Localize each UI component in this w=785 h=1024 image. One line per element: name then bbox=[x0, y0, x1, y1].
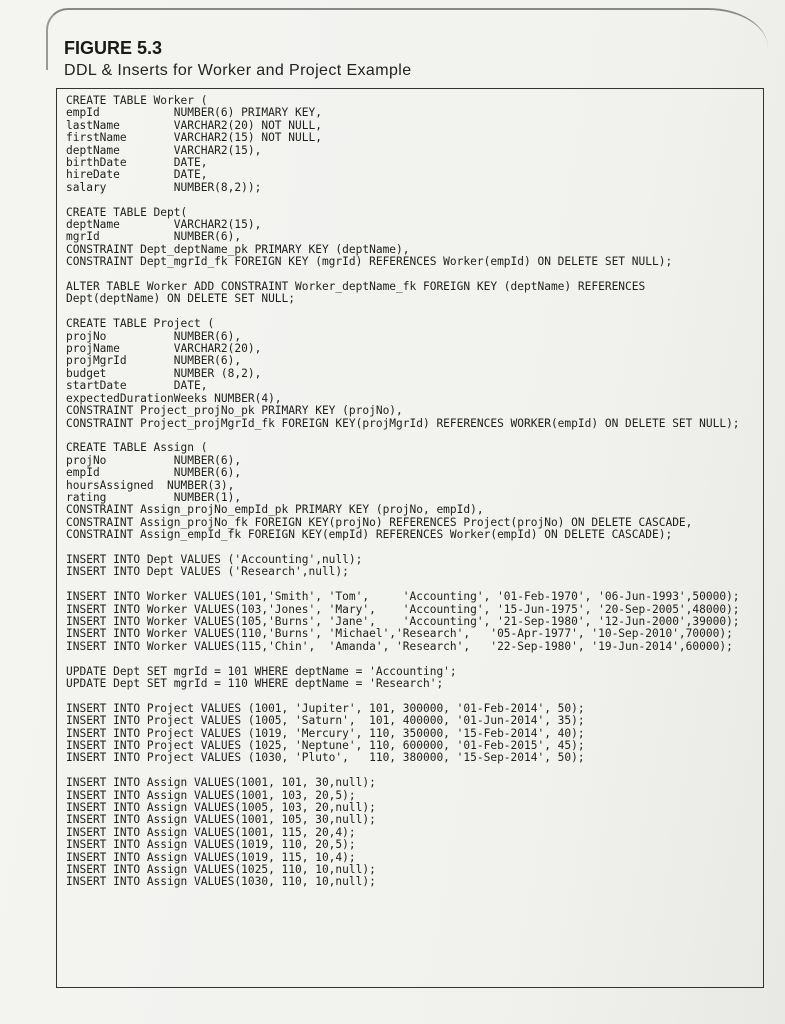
code-line: Dept(deptName) ON DELETE SET NULL; bbox=[66, 292, 296, 306]
code-line: INSERT INTO Worker VALUES(105,'Burns', 'Jane', 'Accounting', '21-Sep-1980', '12-Jun-2000',39000); bbox=[66, 614, 740, 628]
code-line: projNo NUMBER(6), bbox=[66, 453, 242, 467]
code-line: mgrId NUMBER(6), bbox=[66, 230, 242, 244]
code-line: INSERT INTO Assign VALUES(1025, 110, 10,null); bbox=[66, 863, 376, 877]
code-line bbox=[66, 690, 762, 702]
code-line: INSERT INTO Worker VALUES(115,'Chin', 'Amanda', 'Research', '22-Sep-1980', '19-Jun-2014',60000); bbox=[66, 639, 733, 653]
code-line: deptName VARCHAR2(15), bbox=[66, 143, 262, 157]
code-line: INSERT INTO Project VALUES (1005, 'Saturn', 101, 400000, '01-Jun-2014', 35); bbox=[66, 714, 585, 728]
code-line: INSERT INTO Worker VALUES(103,'Jones', 'Mary', 'Accounting', '15-Jun-1975', '20-Sep-2005',48000); bbox=[66, 602, 740, 616]
code-line: CONSTRAINT Dept_deptName_pk PRIMARY KEY (deptName), bbox=[66, 242, 410, 256]
code-line: INSERT INTO Dept VALUES ('Accounting',null); bbox=[66, 552, 363, 566]
code-line bbox=[66, 194, 762, 206]
sql-code-listing bbox=[66, 95, 762, 889]
code-line: CONSTRAINT Assign_empId_fk FOREIGN KEY(empId) REFERENCES Worker(empId) ON DELETE CASCADE); bbox=[66, 528, 673, 542]
code-line: INSERT INTO Worker VALUES(101,'Smith', 'Tom', 'Accounting', '01-Feb-1970', '06-Jun-1993',50000); bbox=[66, 590, 740, 604]
code-line: INSERT INTO Assign VALUES(1030, 110, 10,null); bbox=[66, 875, 376, 889]
code-line: ALTER TABLE Worker ADD CONSTRAINT Worker_deptName_fk FOREIGN KEY (deptName) REFERENCES bbox=[66, 280, 646, 294]
code-line: INSERT INTO Project VALUES (1025, 'Neptune', 110, 600000, '01-Feb-2015', 45); bbox=[66, 739, 585, 752]
code-line: projMgrId NUMBER(6), bbox=[66, 354, 242, 368]
code-line: budget NUMBER (8,2), bbox=[66, 366, 262, 380]
code-line: expectedDurationWeeks NUMBER(4), bbox=[66, 391, 282, 405]
code-line: INSERT INTO Assign VALUES(1005, 103, 20,null); bbox=[66, 801, 376, 815]
code-line: CONSTRAINT Project_projMgrId_fk FOREIGN KEY(projMgrId) REFERENCES WORKER(empId) ON DELETE SET NULL); bbox=[66, 416, 740, 430]
code-line: empId NUMBER(6) PRIMARY KEY, bbox=[66, 106, 322, 120]
code-line: CONSTRAINT Dept_mgrId_fk FOREIGN KEY (mgrId) REFERENCES Worker(empId) ON DELETE SET NULL); bbox=[66, 255, 673, 269]
code-line: hireDate DATE, bbox=[66, 168, 208, 182]
code-line: salary NUMBER(8,2)); bbox=[66, 180, 262, 194]
code-line: CREATE TABLE Assign ( bbox=[66, 441, 208, 455]
code-line bbox=[66, 653, 762, 665]
code-line: CREATE TABLE Worker ( bbox=[66, 94, 208, 107]
code-line: INSERT INTO Project VALUES (1019, 'Mercury', 110, 350000, '15-Feb-2014', 40); bbox=[66, 726, 585, 740]
figure-label: FIGURE 5.3 bbox=[64, 38, 163, 58]
code-line: hoursAssigned NUMBER(3), bbox=[66, 478, 235, 492]
code-line: empId NUMBER(6), bbox=[66, 466, 242, 480]
code-line: rating NUMBER(1), bbox=[66, 490, 242, 504]
code-line: INSERT INTO Assign VALUES(1001, 101, 30,null); bbox=[66, 776, 376, 790]
code-line: CONSTRAINT Assign_projNo_fk FOREIGN KEY(projNo) REFERENCES Project(projNo) ON DELETE CASCADE, bbox=[66, 515, 693, 529]
code-line: CREATE TABLE Project ( bbox=[66, 317, 215, 331]
code-line: projNo NUMBER(6), bbox=[66, 329, 242, 343]
code-line: CREATE TABLE Dept( bbox=[66, 205, 188, 219]
code-line: lastName VARCHAR2(20) NOT NULL, bbox=[66, 118, 322, 132]
code-line: birthDate DATE, bbox=[66, 156, 208, 170]
code-line: INSERT INTO Assign VALUES(1019, 115, 10,4); bbox=[66, 850, 356, 864]
code-line: UPDATE Dept SET mgrId = 110 WHERE deptName = 'Research'; bbox=[66, 676, 444, 690]
code-line: projName VARCHAR2(20), bbox=[66, 342, 262, 356]
code-line: CONSTRAINT Project_projNo_pk PRIMARY KEY (projNo), bbox=[66, 404, 403, 418]
code-line: firstName VARCHAR2(15) NOT NULL, bbox=[66, 131, 322, 145]
code-line: CONSTRAINT Assign_projNo_empId_pk PRIMARY KEY (projNo, empId), bbox=[66, 503, 484, 517]
code-line: INSERT INTO Worker VALUES(110,'Burns', 'Michael','Research', '05-Apr-1977', '10-Sep-2010',70000); bbox=[66, 627, 733, 641]
code-line: startDate DATE, bbox=[66, 379, 208, 393]
figure-caption: DDL & Inserts for Worker and Project Example bbox=[64, 62, 412, 79]
code-line: deptName VARCHAR2(15), bbox=[66, 218, 262, 232]
code-line: UPDATE Dept SET mgrId = 101 WHERE deptName = 'Accounting'; bbox=[66, 664, 457, 678]
code-line: INSERT INTO Project VALUES (1001, 'Jupiter', 101, 300000, '01-Feb-2014', 50); bbox=[66, 701, 585, 715]
code-line: INSERT INTO Assign VALUES(1001, 105, 30,null); bbox=[66, 813, 376, 827]
code-line: INSERT INTO Dept VALUES ('Research',null); bbox=[66, 565, 349, 579]
code-line: INSERT INTO Project VALUES (1030, 'Pluto', 110, 380000, '15-Sep-2014', 50); bbox=[66, 751, 585, 765]
code-line: INSERT INTO Assign VALUES(1019, 110, 20,5); bbox=[66, 838, 356, 852]
code-line: INSERT INTO Assign VALUES(1001, 115, 20,4); bbox=[66, 825, 356, 839]
code-line: INSERT INTO Assign VALUES(1001, 103, 20,5); bbox=[66, 788, 356, 802]
